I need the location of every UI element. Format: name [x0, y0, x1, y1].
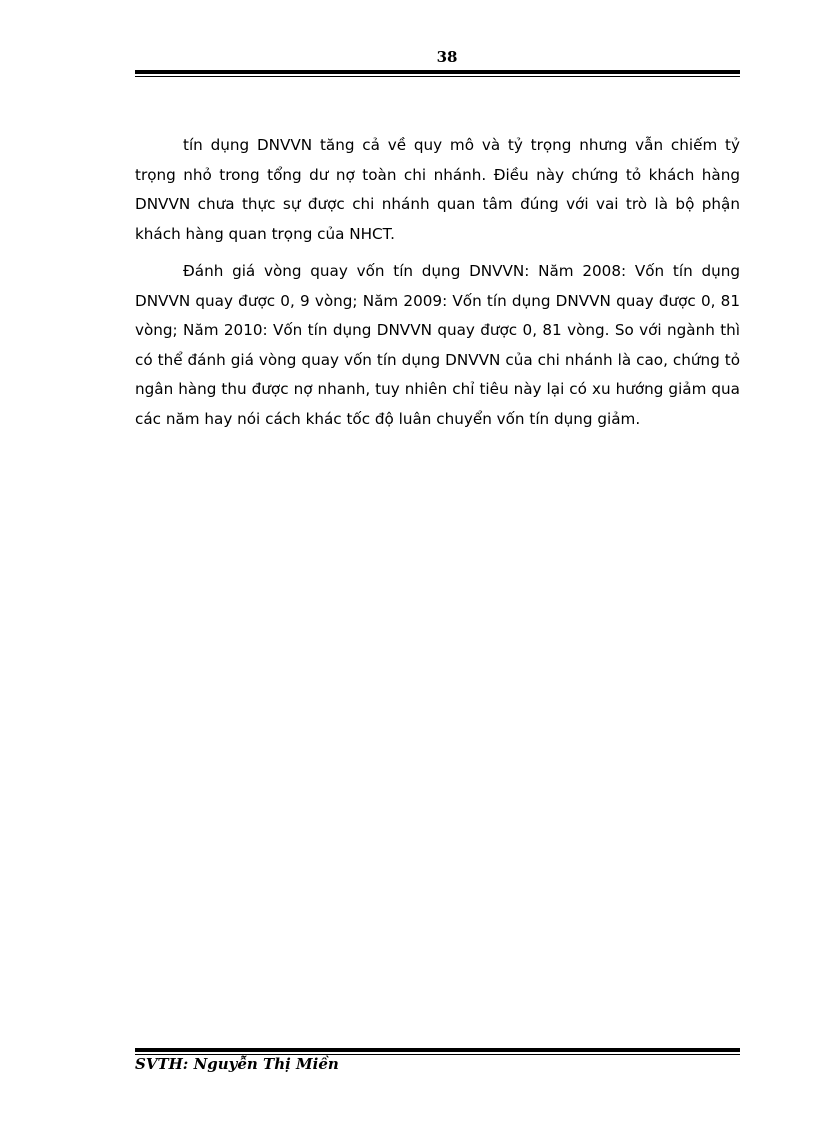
header-rule — [135, 70, 740, 77]
page-number: 38 — [436, 48, 458, 66]
footer-author: SVTH: Nguyễn Thị Miền — [135, 1055, 339, 1073]
paragraph-2: Đánh giá vòng quay vốn tín dụng DNVVN: Năm 2008: Vốn tín dụng DNVVN quay được 0, 9 vòng; Năm 2009: Vốn tín dụng DNVVN quay được 0, 81 vòng; Năm 2010: Vốn tín dụng DNVVN quay được 0, 81 vòng. So với ngành thì có thể đánh giá vòng quay vốn tín dụng DNVVN của chi nhánh là cao, chứng tỏ ngân hàng thu được nợ nhanh, tuy nhiên chỉ tiêu này lại có xu hướng giảm qua các năm hay nói cách khác tốc độ luân chuyển vốn tín dụng giảm. — [135, 262, 740, 428]
footer-rule — [135, 1048, 740, 1055]
paragraph-1: tín dụng DNVVN tăng cả về quy mô và tỷ trọng nhưng vẫn chiếm tỷ trọng nhỏ trong tổng dư nợ toàn chi nhánh. Điều này chứng tỏ khách hàng DNVVN chưa thực sự được chi nhánh quan tâm đúng với vai trò là bộ phận khách hàng quan trọng của NHCT. — [135, 136, 740, 243]
body-text — [135, 131, 740, 442]
